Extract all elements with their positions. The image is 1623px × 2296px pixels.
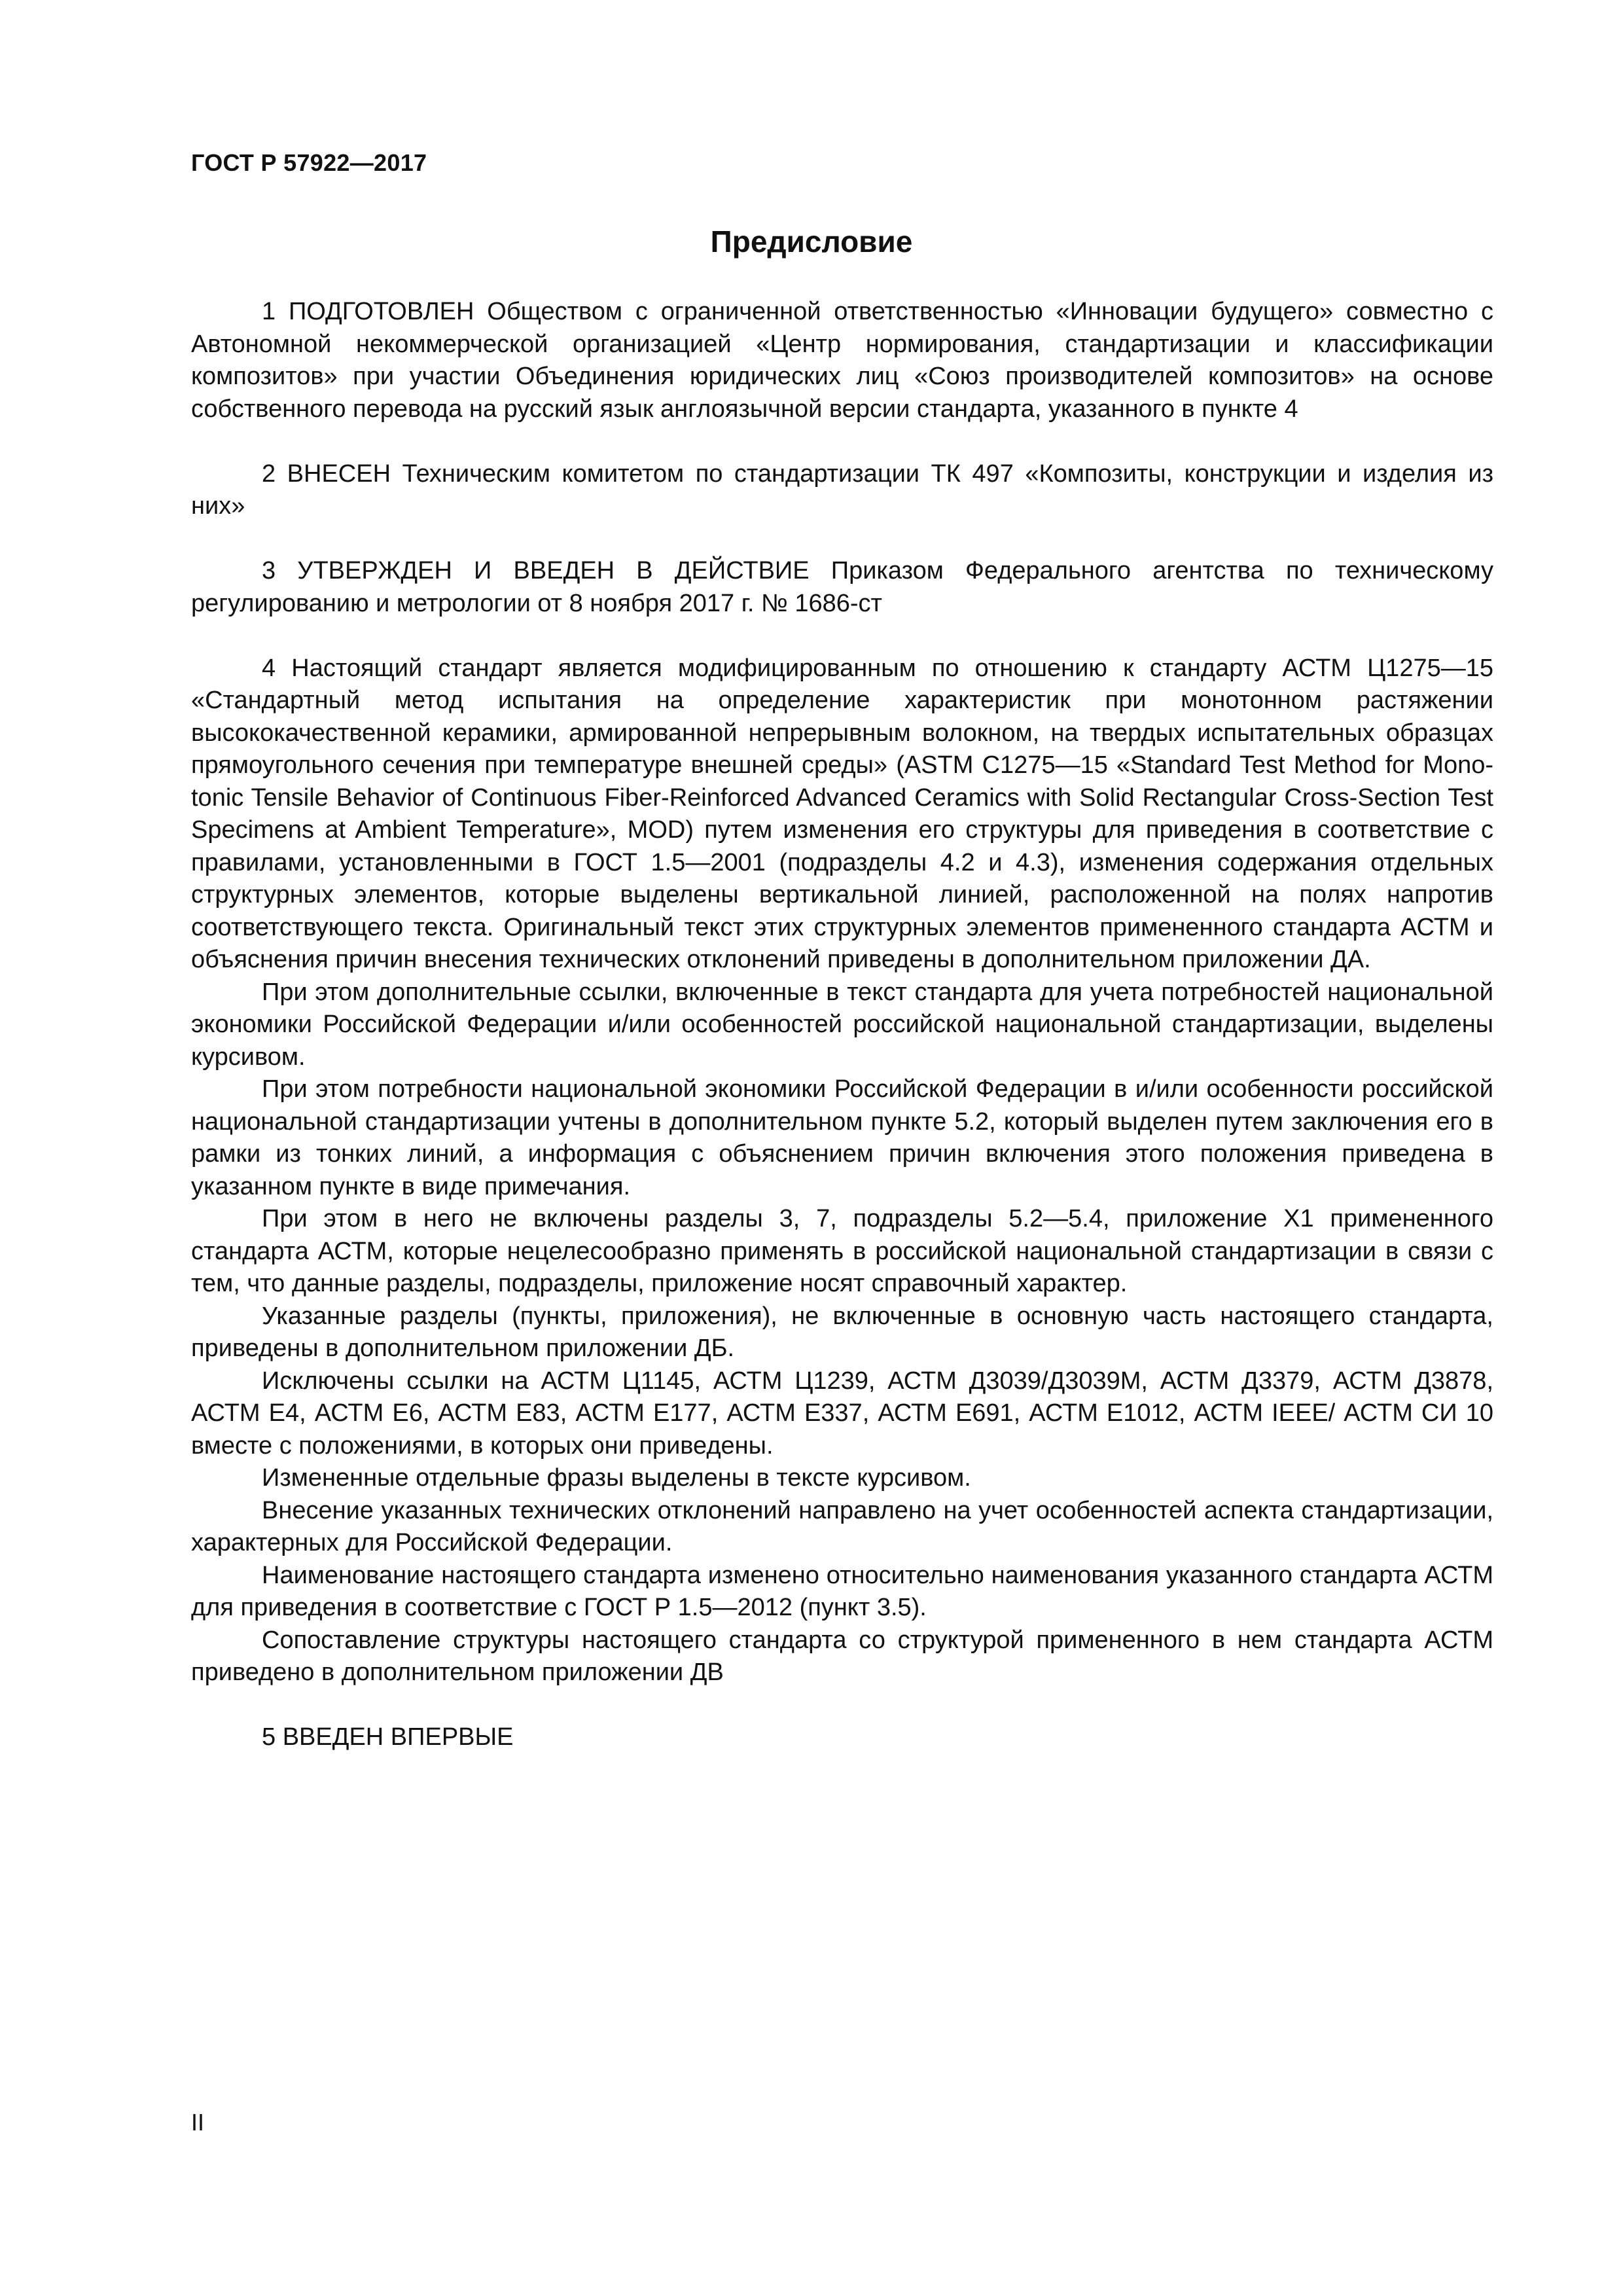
- paragraph-prepared-by: 1 ПОДГОТОВЛЕН Обществом с ограниченной ответственностью «Инновации будущего» совместно с Автономной некоммерческой организацией «Центр нормирования, стандартизации и классификации композитов» при участии Объединения юридических лиц «Союз производителей композитов» на основе собственного перевода на русский язык англоязычной версии стандарта, указанного в пункте 4: [191, 298, 1493, 423]
- paragraph-additional-references: При этом дополнительные ссылки, включенные в текст стандарта для учета потребностей национальной экономики Российской Федерации и/или особенностей российской национальной стандартизации, выделены курсивом.: [191, 978, 1493, 1071]
- paragraph-modification: 4 Настоящий стандарт является модифицированным по отношению к стандарту АСТМ Ц1275—15 «Стандартный метод испытания на определение характеристик при монотонном растяжении высококачественной керамики, армированной непрерывным волокном, на твердых испытательных образцах прямоугольного сечения при температуре внешней среды» (ASTM C1275—15 «Standard Test Method for Mono-tonic Tensile Behavior of Continuous Fiber-Reinforced Advanced Ceramics with Solid Rectangular Cross-Section Test Specimens at Ambient Temperature», MOD) путем изменения его структуры для приведения в соответствие с правилами, установленными в ГОСТ 1.5—2001 (подразделы 4.2 и 4.3), изменения содержания отдельных структурных элементов, которые выделены вертикальной линией, расположенной на полях напротив соответствующего текста. Оригинальный текст этих структурных элементов примененного стандарта АСТМ и объяснения причин внесения технических отклонений приведены в дополнительном приложении ДА.: [191, 654, 1493, 973]
- paragraph-structure-comparison: Сопоставление структуры настоящего стандарта со структурой примененного в нем стандарта АСТМ приведено в дополнительном приложении ДВ: [191, 1626, 1493, 1686]
- paragraph-first-introduced: 5 ВВЕДЕН ВПЕРВЫЕ: [262, 1723, 514, 1751]
- document-identifier: ГОСТ Р 57922—2017: [191, 149, 427, 176]
- paragraph-excluded-sections: При этом в него не включены разделы 3, 7, подразделы 5.2—5.4, приложение X1 примененного стандарта АСТМ, которые нецелесообразно применять в российской национальной стандартизации в связи с тем, что данные разделы, подразделы, приложение носят справочный характер.: [191, 1205, 1493, 1297]
- page-title: Предисловие: [710, 224, 913, 259]
- paragraph-appendix-db: Указанные разделы (пункты, приложения), не включенные в основную часть настоящего стандарта, приведены в дополнительном приложении ДБ.: [191, 1302, 1493, 1362]
- paragraph-national-needs: При этом потребности национальной экономики Российской Федерации в и/или особенности российской национальной стандартизации учтены в дополнительном пункте 5.2, который выделен путем заключения его в рамки из тонких линий, а информация с объяснением причин включения этого положения приведена в указанном пункте в виде примечания.: [191, 1075, 1493, 1200]
- page-number: II: [191, 2109, 205, 2136]
- paragraph-title-changed: Наименование настоящего стандарта изменено относительно наименования указанного стандарта АСТМ для приведения в соответствие с ГОСТ Р 1.5—2012 (пункт 3.5).: [191, 1561, 1493, 1621]
- paragraph-changed-phrases: Измененные отдельные фразы выделены в тексте курсивом.: [262, 1464, 971, 1492]
- paragraph-introduced-by: 2 ВНЕСЕН Техническим комитетом по стандартизации ТК 497 «Композиты, конструкции и изделия из них»: [191, 459, 1493, 520]
- foreword-body: [191, 296, 1493, 1754]
- paragraph-approved: 3 УТВЕРЖДЕН И ВВЕДЕН В ДЕЙСТВИЕ Приказом Федерального агентства по техническому регулированию и метрологии от 8 ноября 2017 г. № 1686-ст: [191, 557, 1493, 617]
- paragraph-excluded-references: Исключены ссылки на АСТМ Ц1145, АСТМ Ц1239, АСТМ Д3039/Д3039М, АСТМ Д3379, АСТМ Д3878, АСТМ Е4, АСТМ Е6, АСТМ Е83, АСТМ Е177, АСТМ Е337, АСТМ Е691, АСТМ Е1012, АСТМ IEEE/ АСТМ СИ 10 вместе с положениями, в которых они приведены.: [191, 1367, 1493, 1460]
- paragraph-technical-deviations: Внесение указанных технических отклонений направлено на учет особенностей аспекта стандартизации, характерных для Российской Федерации.: [191, 1496, 1493, 1556]
